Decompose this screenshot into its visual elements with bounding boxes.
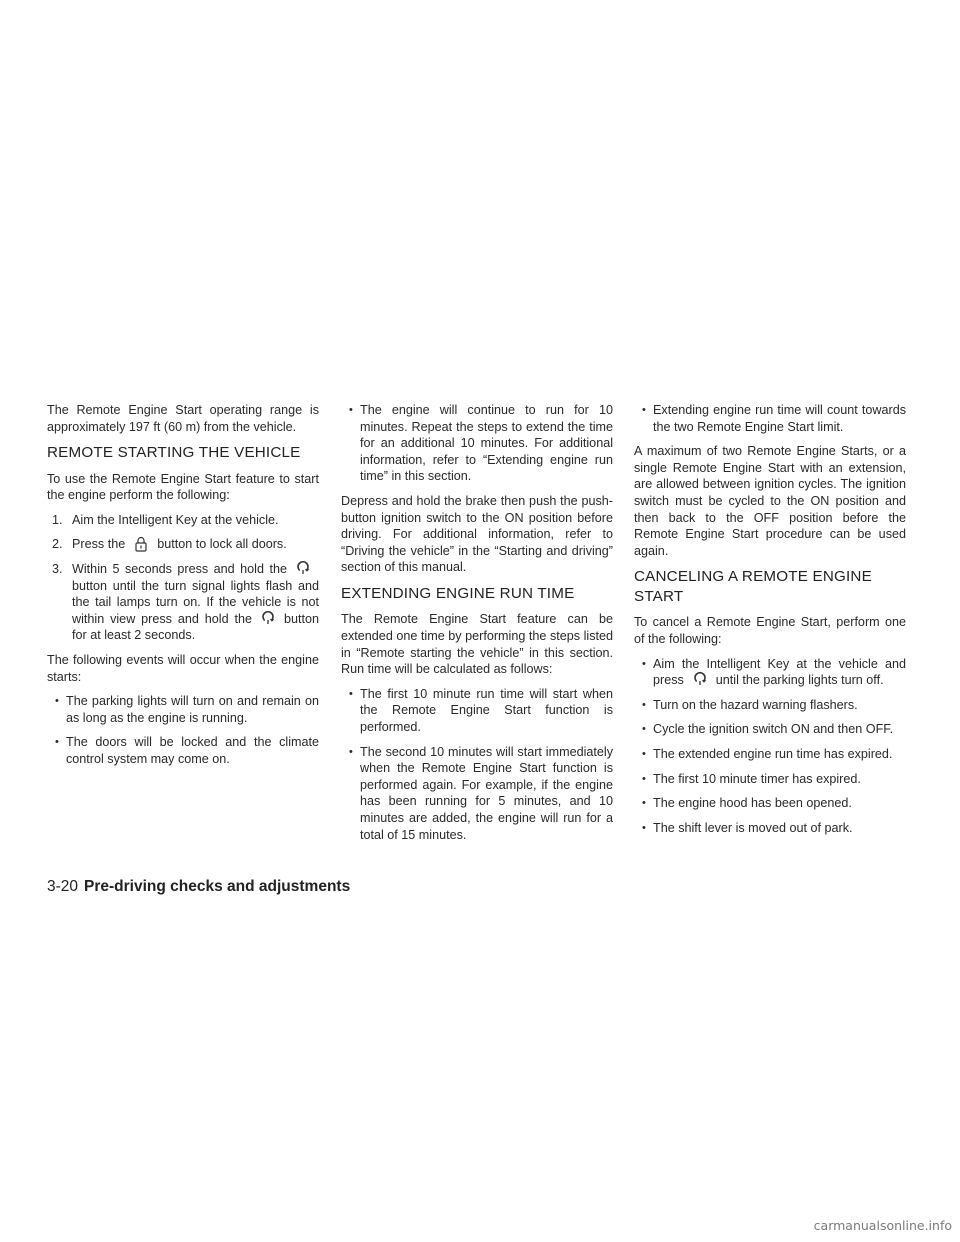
maximum-starts-paragraph: A maximum of two Remote Engine Starts, or a single Remote Engine Start with an extension, are allowed between ignition cycles. The ignition switch must be cycled to the ON position and then back to the OFF position before the Remote Engine Start procedure can be used again. [634, 444, 906, 558]
list-item: • Turn on the hazard warning flashers. [634, 697, 906, 714]
section-title: Pre-driving checks and adjustments [84, 878, 351, 895]
step-text-before: Press the [72, 537, 126, 552]
continued-events-list [341, 402, 613, 485]
list-item: • The engine hood has been opened. [634, 795, 906, 812]
cancel-lead: To cancel a Remote Engine Start, perform one of the following: [634, 615, 906, 646]
step-3 [47, 561, 319, 644]
brake-paragraph: Depress and hold the brake then push the push-button ignition switch to the ON position before driving. For additional information, refer to “Driving the vehicle” in the “Starting and driving” section of this manual. [341, 493, 613, 575]
lock-icon [134, 536, 148, 550]
heading-extending-run-time: EXTENDING ENGINE RUN TIME [341, 584, 575, 602]
step-2 [47, 536, 319, 553]
remote-start-icon [261, 611, 275, 625]
heading-remote-starting: REMOTE STARTING THE VEHICLE [47, 444, 301, 462]
step-text-before: Within 5 seconds press and hold the [72, 562, 287, 577]
list-item: • The doors will be locked and the climate control system may come on. [47, 734, 319, 767]
watermark: carmanualsonline.info [813, 1218, 952, 1233]
remote-start-icon [693, 672, 707, 686]
intro-paragraph: The Remote Engine Start operating range is approximately 197 ft (60 m) from the vehicle. [47, 403, 319, 434]
list-item [634, 656, 906, 689]
list-item: • The first 10 minute run time will start when the Remote Engine Start function is performed. [341, 686, 613, 736]
list-item: • The engine will continue to run for 10 minutes. Repeat the steps to extend the time for an additional 10 minutes. For additional information, refer to “Extending engine run time” in this section. [341, 402, 613, 485]
step-number: 3. [52, 562, 63, 577]
page-footer [47, 877, 350, 897]
remote-start-icon [296, 561, 310, 575]
column-2 [341, 402, 613, 851]
list-item: • Cycle the ignition switch ON and then OFF. [634, 721, 906, 738]
step-text-after: button to lock all doors. [157, 537, 287, 552]
remote-start-lead: To use the Remote Engine Start feature to start the engine perform the following: [47, 471, 319, 503]
heading-line-2: START [634, 587, 684, 605]
continued-run-time-list [634, 402, 906, 435]
bullet-text-before: Aim the Intelligent Key at the vehicle and press [653, 656, 906, 688]
heading-line-1: CANCELING A REMOTE ENGINE [634, 568, 872, 586]
column-3 [634, 402, 906, 844]
heading-canceling [634, 567, 906, 606]
cancel-list [634, 656, 906, 837]
step-text: Aim the Intelligent Key at the vehicle. [72, 512, 279, 527]
step-number: 2. [52, 537, 63, 552]
step-text-after: button for at least 2 seconds. [72, 611, 319, 643]
list-item: • The first 10 minute timer has expired. [634, 771, 906, 788]
run-time-list [341, 686, 613, 843]
column-1 [47, 402, 319, 776]
remote-start-steps [47, 512, 319, 644]
list-item: • Extending engine run time will count towards the two Remote Engine Start limit. [634, 402, 906, 435]
list-item: • The shift lever is moved out of park. [634, 820, 906, 837]
list-item: • The extended engine run time has expired. [634, 746, 906, 763]
extending-paragraph: The Remote Engine Start feature can be extended one time by performing the steps listed in “Remote starting the vehicle” in this section. Run time will be calculated as follows: [341, 612, 613, 677]
events-list [47, 693, 319, 767]
list-item: • The second 10 minutes will start immediately when the Remote Engine Start function is performed again. For example, if the engine has been running for 5 minutes, and 10 minutes are added, the engine will run for a total of 15 minutes. [341, 744, 613, 844]
step-text-middle: button until the turn signal lights flash and the tail lamps turn on. If the vehicle is not within view press and hold the [72, 578, 319, 626]
step-1 [47, 512, 319, 529]
bullet-text-after: until the parking lights turn off. [715, 673, 884, 688]
step-number: 1. [52, 512, 63, 527]
list-item: • The parking lights will turn on and remain on as long as the engine is running. [47, 693, 319, 726]
page-number: 3-20 [47, 878, 79, 895]
events-lead: The following events will occur when the engine starts: [47, 653, 319, 684]
